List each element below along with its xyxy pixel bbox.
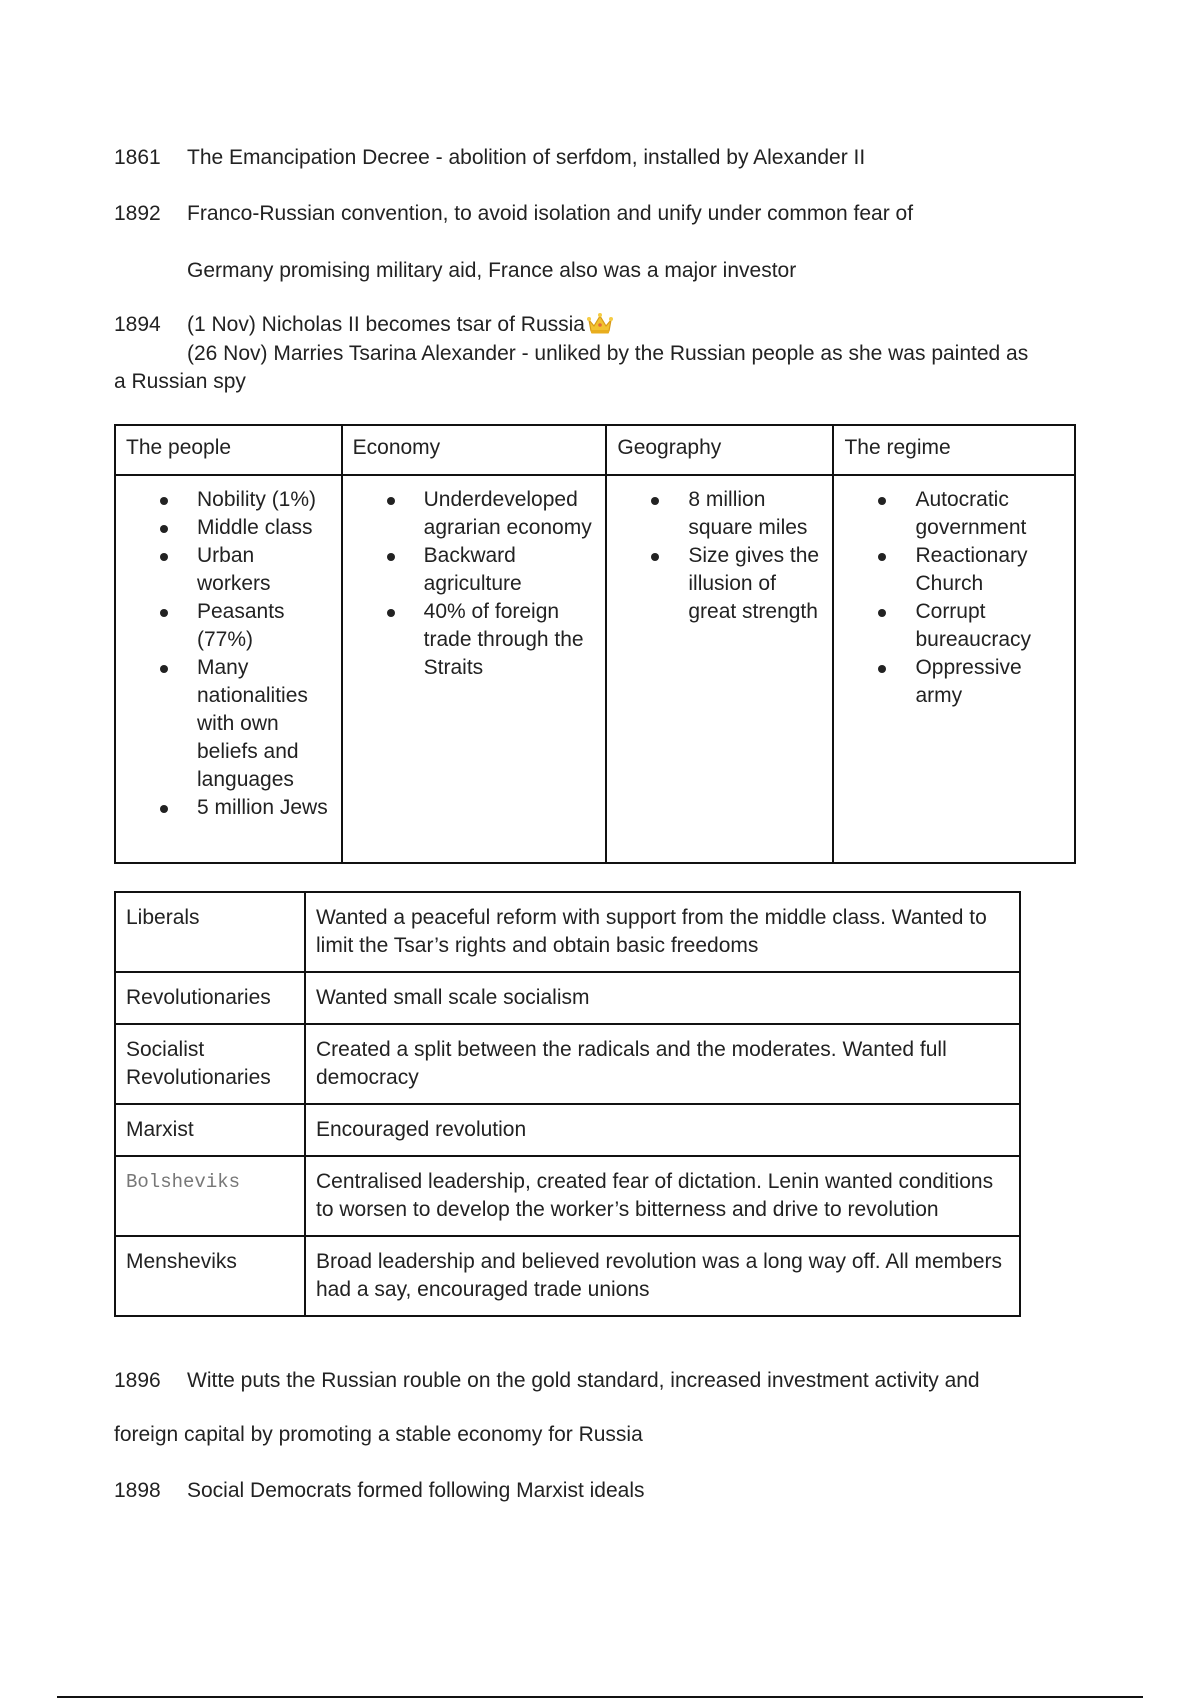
list-item: 8 million square miles: [647, 486, 822, 542]
table-row: [115, 1236, 1020, 1316]
list-item: Oppressive army: [874, 654, 1064, 710]
list-item: Underdeveloped agrarian economy: [383, 486, 596, 542]
table-header-row: [115, 425, 1075, 475]
group-description: Broad leadership and believed revolution was a long way off. All members had a say, encouraged trade unions: [305, 1236, 1020, 1316]
table-row: [115, 1104, 1020, 1156]
header-economy: Economy: [342, 425, 607, 475]
group-name: Marxist: [115, 1104, 305, 1156]
list-item: 5 million Jews: [156, 794, 331, 822]
timeline-entry-1898: [114, 1477, 645, 1505]
timeline-text: Franco-Russian convention, to avoid isolation and unify under common fear of: [187, 202, 914, 225]
timeline-text: Social Democrats formed following Marxist ideals: [187, 1479, 645, 1502]
timeline-continuation-1892: Germany promising military aid, France also was a major investor: [187, 259, 797, 282]
russia-overview-table: [114, 424, 1076, 864]
group-name: Bolsheviks: [115, 1156, 305, 1236]
group-description: Wanted a peaceful reform with support from the middle class. Wanted to limit the Tsar’s rights and obtain basic freedoms: [305, 892, 1020, 972]
cell-economy: [342, 475, 607, 863]
timeline-entry-1892: [114, 200, 913, 228]
economy-list: [353, 486, 596, 682]
table-row: [115, 1024, 1020, 1104]
group-name: Revolutionaries: [115, 972, 305, 1024]
timeline-text: Witte puts the Russian rouble on the gold standard, increased investment activity and: [187, 1369, 980, 1392]
crown-icon: [587, 311, 613, 335]
group-description: Wanted small scale socialism: [305, 972, 1020, 1024]
header-the-regime: The regime: [833, 425, 1075, 475]
cell-geography: [606, 475, 833, 863]
people-list: [126, 486, 331, 822]
list-item: Peasants (77%): [156, 598, 331, 654]
timeline-entry-1894: [114, 311, 613, 339]
timeline-year: 1892: [114, 202, 161, 225]
group-description: Encouraged revolution: [305, 1104, 1020, 1156]
list-item: Reactionary Church: [874, 542, 1064, 598]
timeline-line2-1894: (26 Nov) Marries Tsarina Alexander - unliked by the Russian people as she was painted as: [187, 342, 1029, 365]
header-the-people: The people: [115, 425, 342, 475]
timeline-text: (1 Nov) Nicholas II becomes tsar of Russia: [187, 313, 585, 336]
geography-list: [617, 486, 822, 626]
timeline-continuation-1896: foreign capital by promoting a stable economy for Russia: [114, 1423, 643, 1446]
list-item: Many nationalities with own beliefs and languages: [156, 654, 331, 794]
list-item: Urban workers: [156, 542, 331, 598]
political-groups-table: [114, 891, 1021, 1317]
timeline-year: 1898: [114, 1479, 161, 1502]
table-row: [115, 1156, 1020, 1236]
list-item: Backward agriculture: [383, 542, 596, 598]
timeline-text: The Emancipation Decree - abolition of serfdom, installed by Alexander II: [187, 146, 866, 169]
timeline-line3-1894: a Russian spy: [114, 370, 246, 393]
cell-the-regime: [833, 475, 1075, 863]
group-name: Mensheviks: [115, 1236, 305, 1316]
list-item: Nobility (1%): [156, 486, 331, 514]
group-description: Created a split between the radicals and the moderates. Wanted full democracy: [305, 1024, 1020, 1104]
header-geography: Geography: [606, 425, 833, 475]
list-item: Corrupt bureaucracy: [874, 598, 1064, 654]
timeline-year: 1861: [114, 146, 161, 169]
list-item: Autocratic government: [874, 486, 1064, 542]
regime-list: [844, 486, 1064, 710]
group-description: Centralised leadership, created fear of dictation. Lenin wanted conditions to worsen to develop the worker’s bitterness and drive to revolution: [305, 1156, 1020, 1236]
timeline-entry-1861: [114, 144, 865, 172]
cell-the-people: [115, 475, 342, 863]
page-bottom-divider: [57, 1696, 1143, 1698]
timeline-year: 1894: [114, 313, 161, 336]
table-row: [115, 892, 1020, 972]
timeline-entry-1896: [114, 1367, 980, 1395]
list-item: Size gives the illusion of great strength: [647, 542, 822, 626]
group-name: Liberals: [115, 892, 305, 972]
table-body-row: [115, 475, 1075, 863]
list-item: 40% of foreign trade through the Straits: [383, 598, 596, 682]
timeline-year: 1896: [114, 1369, 161, 1392]
list-item: Middle class: [156, 514, 331, 542]
group-name: Socialist Revolutionaries: [115, 1024, 305, 1104]
table-row: [115, 972, 1020, 1024]
